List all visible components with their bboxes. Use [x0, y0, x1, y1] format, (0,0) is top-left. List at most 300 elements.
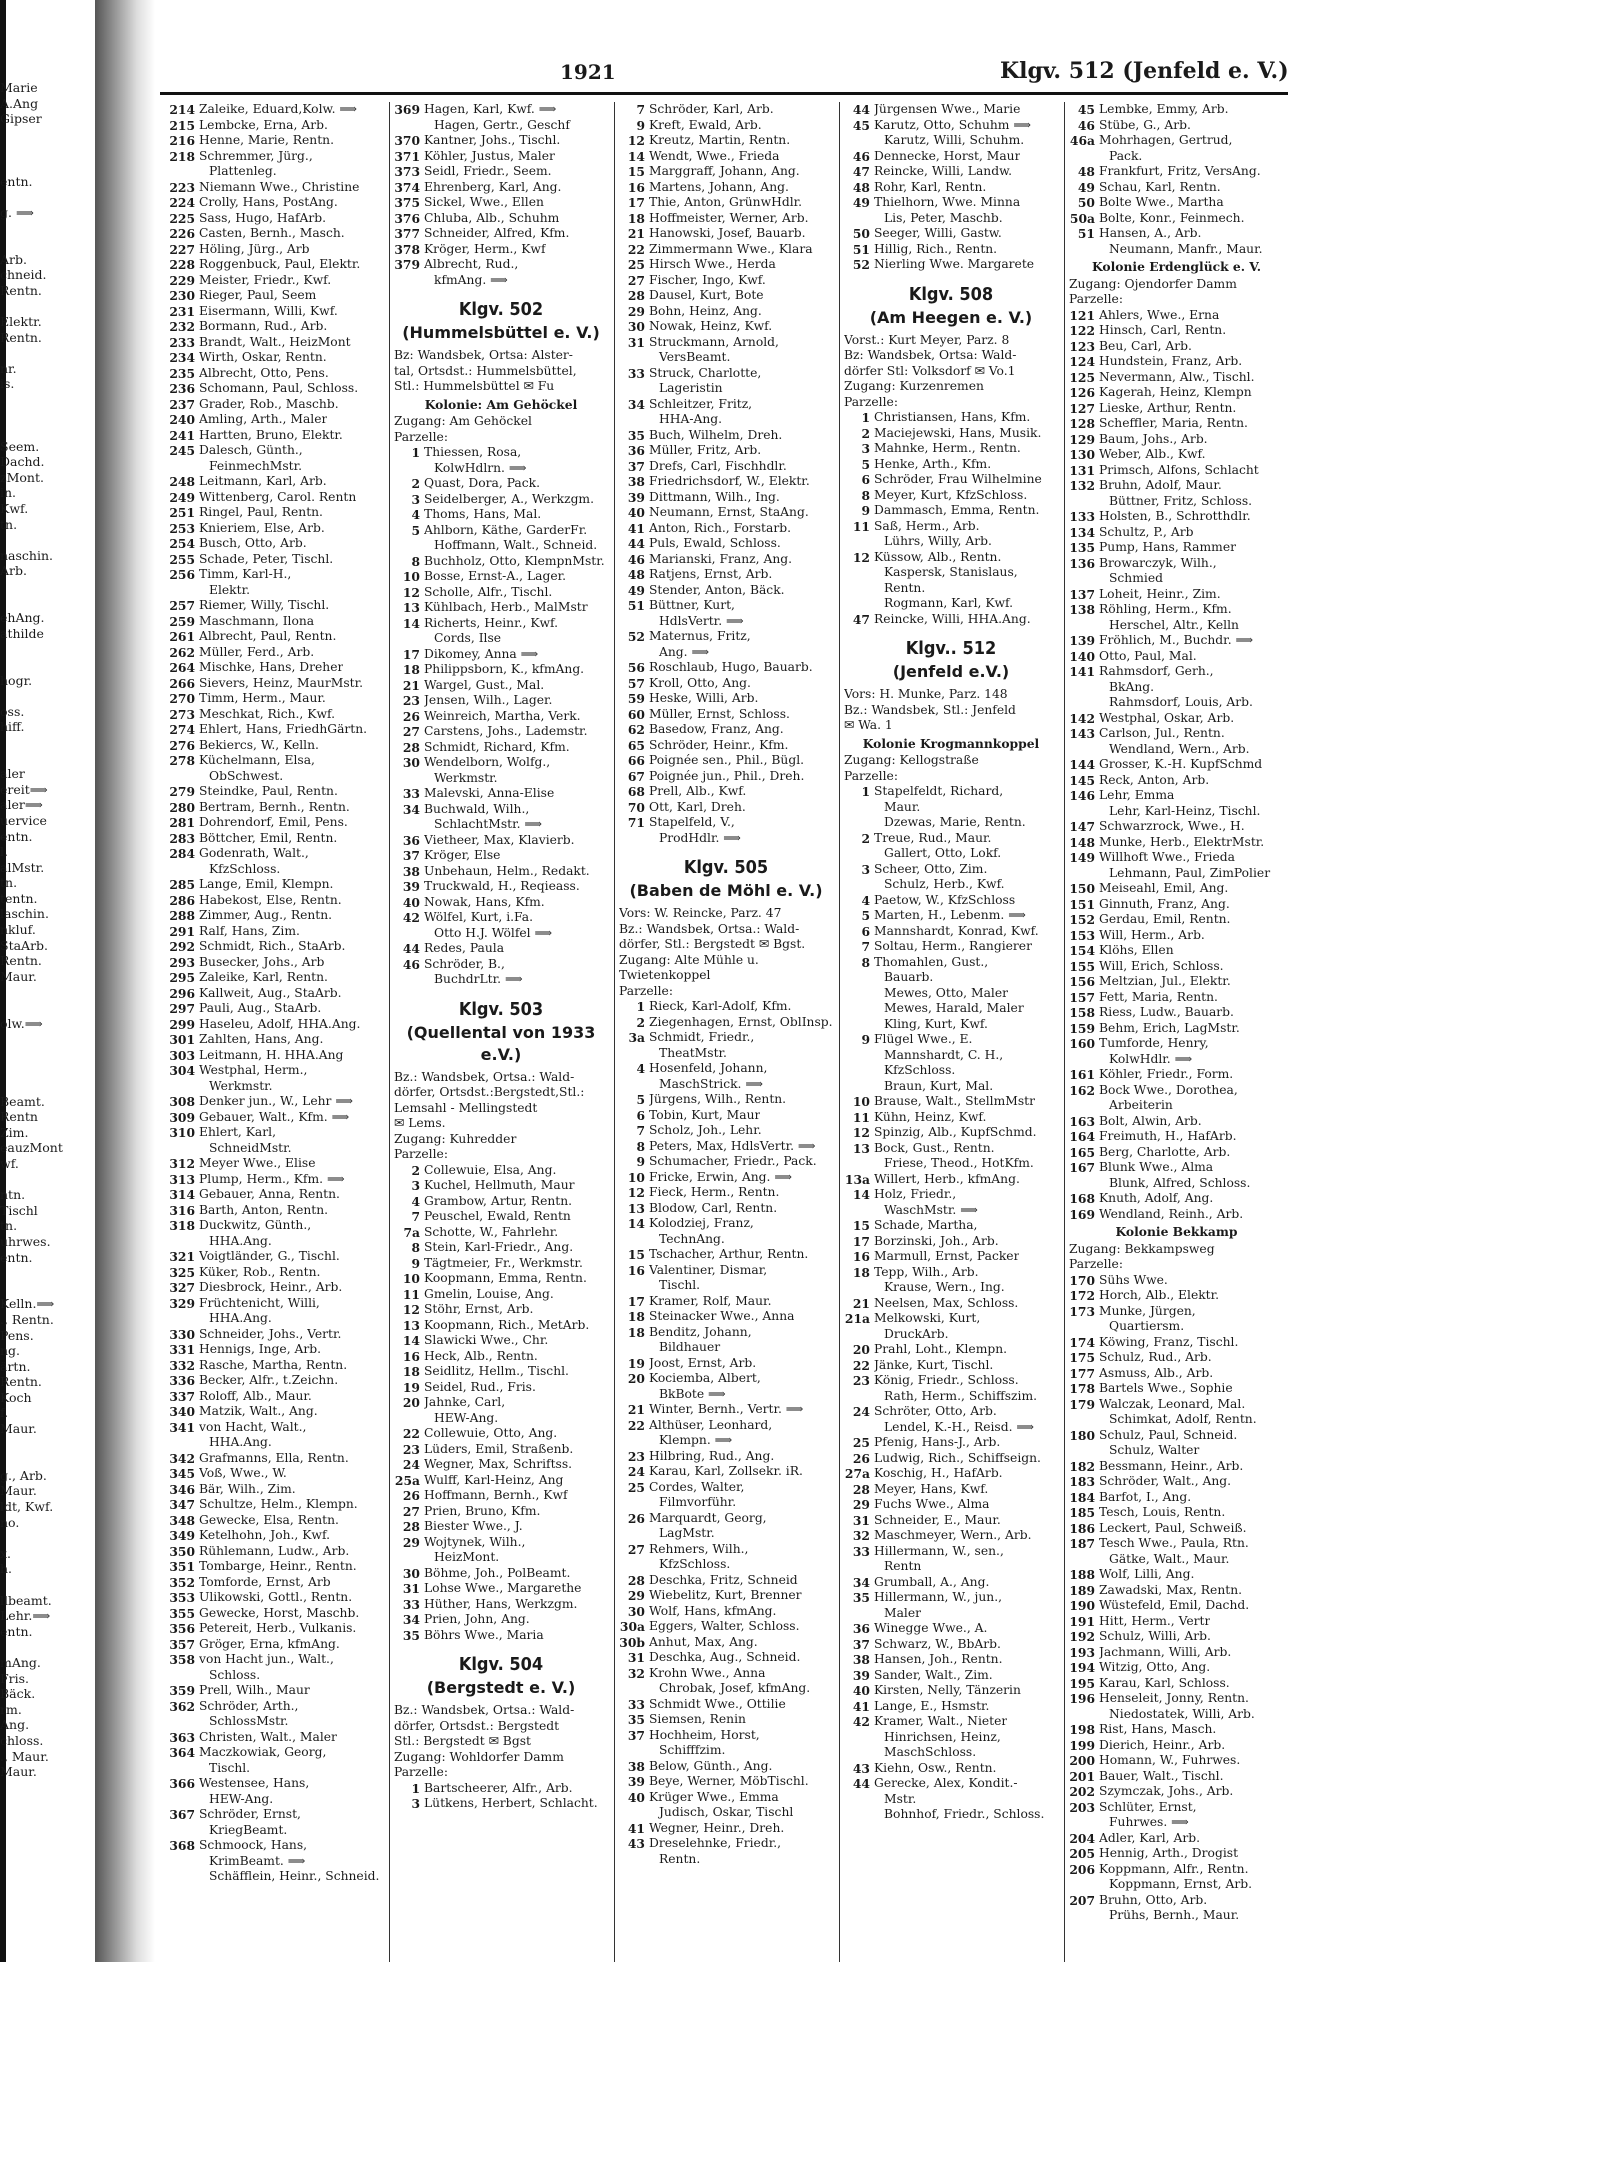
parcel-number: 50 [1077, 195, 1095, 210]
entry-row [394, 180, 608, 196]
entry-row [619, 1635, 833, 1651]
parcel-number: 43 [627, 1836, 645, 1851]
entry-row [844, 1249, 1058, 1265]
entry-text: Nowak, Heinz, Kwf. [649, 319, 773, 333]
parcel-number: 366 [169, 1776, 195, 1791]
entry-row [1069, 354, 1284, 370]
entry-text: Soltau, Herm., Rangierer [874, 939, 1032, 953]
entry-row [169, 1187, 383, 1203]
parcel-number: 358 [169, 1652, 195, 1667]
parcel-number: 143 [1069, 726, 1095, 741]
parcel-number: 170 [1069, 1272, 1095, 1288]
parcel-number: 20 [402, 1395, 420, 1410]
entry-text: Stübe, G., Arb. [1099, 117, 1191, 132]
entry-row [169, 691, 383, 707]
entry-text: Hillig, Rich., Rentn. [874, 241, 998, 256]
entry-row [619, 428, 833, 444]
left-fragment-line: ärtn. [0, 1358, 31, 1374]
left-fragment-line: mAng. [0, 1654, 41, 1670]
parcel-number: 8 [411, 553, 420, 569]
entry-row [844, 1590, 1058, 1606]
entry-text: Amling, Arth., Maler [199, 412, 328, 426]
entry-text: Hitt, Herm., Vertr [1099, 1613, 1211, 1628]
parcel-number: 39 [627, 489, 645, 505]
parcel-number: 233 [169, 334, 195, 350]
parcel-number: 11 [852, 518, 870, 534]
entry-row [394, 1597, 608, 1613]
left-fragment-line: hogr. [0, 672, 33, 688]
entry-continuation: Chrobak, Josef, kfmAng. [659, 1681, 811, 1695]
parcel-number: 1 [411, 445, 420, 460]
entry-continuation: Otto H.J. Wölfel ⟹ [434, 925, 553, 940]
parcel-number: 148 [1069, 834, 1095, 850]
entry-continuation: Ang. ⟹ [659, 644, 710, 659]
entry-text: Kallweit, Aug., StaArb. [199, 985, 342, 1000]
entry-row [619, 1697, 833, 1713]
parcel-number: 22 [627, 1417, 645, 1433]
entry-continuation: Bohnhof, Friedr., Schloss. [884, 1807, 1045, 1821]
parcel-number: 38 [627, 474, 645, 489]
entry-row [844, 924, 1058, 940]
left-fragment-line: uervice [0, 812, 47, 828]
parcel-number: 231 [169, 303, 195, 319]
entry-text: Schulz, Rud., Arb. [1099, 1350, 1212, 1364]
parcel-number: 321 [169, 1249, 195, 1264]
entry-text: Fett, Maria, Rentn. [1099, 989, 1218, 1004]
parcel-number: 7 [861, 939, 870, 954]
entry-row [619, 1728, 833, 1744]
entry-text: Gröger, Erna, kfmAng. [199, 1636, 340, 1651]
entry-text: Reincke, Willi, Landw. [874, 164, 1013, 178]
parcel-number: 178 [1069, 1381, 1095, 1396]
entry-row [844, 784, 1058, 800]
club-info-line: Parzelle: [844, 768, 898, 783]
entry-row [844, 426, 1058, 442]
parcel-number: 35 [627, 1712, 645, 1727]
entry-row [169, 1389, 383, 1405]
parcel-number: 224 [169, 195, 195, 210]
entry-row [394, 585, 608, 601]
parcel-number: 123 [1069, 338, 1095, 354]
entry-row [1069, 788, 1284, 804]
parcel-number: 20 [627, 1371, 645, 1386]
entry-text: Wegner, Max, Schriftss. [424, 1457, 573, 1471]
entry-row [844, 1311, 1058, 1327]
entry-text: Gewecke, Elsa, Rentn. [199, 1512, 339, 1527]
entry-row [394, 740, 608, 756]
entry-row [394, 1566, 608, 1582]
entry-row [394, 149, 608, 165]
parcel-number: 332 [169, 1357, 195, 1373]
entry-continuation: Plattenleg. [209, 164, 277, 178]
left-fragment-line: nr. [0, 360, 17, 376]
entry-row [394, 1380, 608, 1396]
entry-text: Maschmann, Ilona [199, 613, 315, 628]
club-info-line: Vors: H. Munke, Parz. 148 [844, 687, 1008, 701]
entry-text: Treue, Rud., Maur. [874, 830, 992, 845]
entry-text: Maczkowiak, Georg, [199, 1745, 327, 1759]
left-fragment-line: Ang. [0, 1717, 30, 1733]
left-fragment-line [0, 595, 95, 611]
entry-row [619, 1650, 833, 1666]
parcel-number: 14 [852, 1187, 870, 1202]
left-fragment-line [0, 1031, 95, 1047]
club-info-line: Stl.: Bergstedt ✉ Bgst [394, 1734, 531, 1748]
entry-text: Müller, Ferd., Arb. [199, 644, 315, 659]
entry-row [1069, 1145, 1284, 1161]
entry-text: Roschlaub, Hugo, Bauarb. [649, 660, 813, 674]
entry-row [394, 195, 608, 211]
parcel-number: 48 [627, 567, 645, 582]
parcel-number: 10 [852, 1094, 870, 1109]
entry-row [1069, 1304, 1284, 1320]
left-fragment-line: nkluf. [0, 922, 36, 938]
entry-row [619, 598, 833, 614]
parcel-number: 274 [169, 722, 195, 737]
parcel-number: 51 [1077, 226, 1095, 241]
parcel-number: 5 [636, 1092, 645, 1107]
entry-row [1069, 928, 1284, 944]
entry-text: Dalesch, Günth., [199, 443, 303, 457]
entry-row [1069, 463, 1284, 479]
entry-row [1069, 1005, 1284, 1021]
entry-text: Sander, Walt., Zim. [874, 1667, 993, 1682]
entry-text: Hennigs, Inge, Arb. [199, 1342, 322, 1356]
entry-text: Ralf, Hans, Zim. [199, 923, 300, 938]
parcel-number: 29 [627, 1588, 645, 1603]
entry-text: Ehrenberg, Karl, Ang. [424, 179, 562, 194]
entry-row [1069, 1722, 1284, 1738]
left-fragment-line [0, 127, 95, 143]
entry-text: Meyer, Hans, Kwf. [874, 1481, 989, 1496]
entry-text: Willert, Herb., kfmAng. [874, 1171, 1020, 1186]
club-heading: Klgv.. 512 [905, 638, 997, 659]
parcel-number: 159 [1069, 1020, 1095, 1036]
parcel-number: 127 [1069, 400, 1095, 416]
entry-row [619, 1030, 833, 1046]
parcel-number: 150 [1069, 881, 1095, 896]
entry-text: Valentiner, Dismar, [649, 1262, 768, 1277]
left-fragment-line: l. [0, 844, 8, 860]
entry-row [844, 441, 1058, 457]
entry-continuation: kfmAng. ⟹ [434, 272, 508, 287]
entry-text: Seidel, Rud., Fris. [424, 1379, 536, 1394]
entry-text: Köhler, Justus, Maler [424, 148, 555, 163]
entry-continuation: Schulz, Herb., Kwf. [884, 877, 1005, 891]
entry-continuation: BkAng. [1109, 679, 1155, 694]
parcel-number: 280 [169, 799, 195, 815]
entry-row [619, 1371, 833, 1387]
parcel-number: 4 [411, 1193, 420, 1209]
left-fragment-line: Maur. [0, 1764, 37, 1780]
entry-row [1069, 118, 1284, 134]
entry-text: Krüger Wwe., Emma [649, 1789, 779, 1804]
entry-row [619, 1542, 833, 1558]
parcel-number: 122 [1069, 323, 1095, 338]
entry-text: Knieriem, Else, Arb. [199, 520, 325, 535]
entry-row [619, 459, 833, 475]
entry-continuation: KolwHdlr. ⟹ [1109, 1051, 1193, 1066]
entry-row [619, 1821, 833, 1837]
parcel-number: 278 [169, 753, 195, 768]
entry-text: Barth, Anton, Rentn. [199, 1202, 329, 1217]
parcel-number: 30 [627, 319, 645, 334]
parcel-number: 373 [394, 164, 420, 179]
entry-text: Schneider, Alfred, Kfm. [424, 226, 570, 240]
entry-text: Winegge Wwe., A. [874, 1621, 988, 1635]
left-fragment-line: ereit⟹ [0, 781, 48, 797]
parcel-number: 254 [169, 536, 195, 551]
entry-continuation: Hagen, Gertr., Geschf [434, 117, 570, 132]
entry-text: Lieske, Arthur, Rentn. [1099, 400, 1237, 415]
parcel-number: 357 [169, 1636, 195, 1652]
entry-text: Thiessen, Rosa, [424, 445, 522, 459]
parcel-number: 49 [1077, 179, 1095, 195]
parcel-number: 21 [627, 1402, 645, 1417]
entry-text: Marquardt, Georg, [649, 1510, 767, 1525]
entry-text: Fricke, Erwin, Ang. ⟹ [649, 1169, 792, 1184]
entry-row [394, 211, 608, 227]
entry-text: Dammasch, Emma, Rentn. [874, 503, 1040, 517]
entry-row [1069, 1083, 1284, 1099]
parcel-number: 18 [852, 1264, 870, 1280]
entry-text: Otto, Paul, Mal. [1099, 648, 1197, 663]
entry-text: Fieck, Herm., Rentn. [649, 1185, 780, 1199]
entry-row [1069, 308, 1284, 324]
entry-text: Frankfurt, Fritz, VersAng. [1099, 164, 1261, 178]
parcel-number: 155 [1069, 958, 1095, 974]
entry-row [1069, 850, 1284, 866]
left-fragment-line [0, 345, 95, 361]
entry-text: Westphal, Herm., [199, 1063, 308, 1077]
parcel-number: 17 [852, 1233, 870, 1249]
entry-text: Grambow, Artur, Rentn. [424, 1193, 573, 1208]
club-info-line: Zugang: Am Gehöckel [394, 414, 532, 428]
entry-row [1069, 1660, 1284, 1676]
entry-text: Steindke, Paul, Rentn. [199, 784, 338, 798]
parcel-number: 309 [169, 1109, 195, 1125]
left-fragment-line [0, 641, 95, 657]
parcel-number: 60 [627, 706, 645, 722]
entry-row [619, 1309, 833, 1325]
entry-row [844, 118, 1058, 134]
parcel-number: 329 [169, 1295, 195, 1311]
entry-row [1069, 556, 1284, 572]
entry-row [1069, 1191, 1284, 1207]
entry-text: Fröhlich, M., Buchdr. ⟹ [1099, 633, 1254, 647]
entry-text: Karau, Karl, Zollsekr. iR. [649, 1464, 803, 1478]
entry-row [619, 1139, 833, 1155]
parcel-number: 8 [411, 1240, 420, 1255]
entry-row [169, 753, 383, 769]
entry-row [844, 1265, 1058, 1281]
entry-continuation: KriegBeamt. [209, 1822, 288, 1837]
parcel-number: 9 [636, 117, 645, 133]
entry-row [1069, 726, 1284, 742]
column-2 [390, 102, 615, 1962]
parcel-number: 214 [169, 102, 195, 117]
parcel-number: 16 [852, 1249, 870, 1264]
entry-row [169, 1172, 383, 1188]
entry-text: Meiseahl, Emil, Ang. [1099, 881, 1229, 895]
entry-continuation: Karutz, Willi, Schuhm. [884, 133, 1025, 147]
entry-row [169, 1652, 383, 1668]
entry-row [1069, 1567, 1284, 1583]
entry-row [619, 769, 833, 785]
entry-text: Althüser, Leonhard, [649, 1417, 773, 1432]
left-fragment-line: g. ⟹ [0, 204, 34, 220]
colony-heading: Kolonie: Am Gehöckel [424, 396, 578, 412]
entry-row [169, 1559, 383, 1575]
entry-text: Bartels Wwe., Sophie [1099, 1381, 1233, 1395]
entry-row [169, 1683, 383, 1699]
entry-text: Cordes, Walter, [649, 1479, 745, 1494]
entry-text: Dreselehnke, Friedr., [649, 1836, 782, 1850]
entry-text: Zaleike, Karl, Rentn. [199, 970, 328, 984]
parcel-number: 25 [627, 257, 645, 272]
parcel-number: 12 [852, 549, 870, 565]
entry-row [619, 583, 833, 599]
entry-row [619, 490, 833, 506]
entry-row [619, 536, 833, 552]
club-info-line: Parzelle: [394, 1147, 448, 1161]
entry-row [1069, 1381, 1284, 1397]
entry-row [844, 457, 1058, 473]
entry-row [619, 242, 833, 258]
entry-text: König, Friedr., Schloss. [874, 1373, 1019, 1387]
left-fragment-line: Tischl [0, 1202, 38, 1218]
left-fragment-line [0, 158, 95, 174]
left-fragment-line [0, 1437, 95, 1453]
parcel-number: 163 [1069, 1113, 1095, 1129]
parcel-number: 138 [1069, 602, 1095, 617]
entry-row [619, 257, 833, 273]
left-fragment-line: f. [0, 1405, 9, 1421]
entry-text: Dittmann, Wilh., Ing. [649, 489, 780, 504]
left-fragment-line [0, 423, 95, 439]
parcel-number: 133 [1069, 509, 1095, 524]
entry-text: Stapelfeldt, Richard, [874, 784, 1004, 798]
left-fragment-line: Beamt. [0, 1093, 45, 1109]
entry-row [844, 1513, 1058, 1529]
entry-row [1069, 1521, 1284, 1537]
entry-row [1069, 1536, 1284, 1552]
entry-row [1069, 1583, 1284, 1599]
club-info-line: dörfer Stl: Volksdorf ✉ Vo.1 [844, 363, 1016, 378]
entry-text: Busecker, Johs., Arb [199, 954, 325, 969]
entry-row [169, 474, 383, 490]
entry-row [394, 1457, 608, 1473]
parcel-number: 144 [1069, 757, 1095, 772]
entry-row [1069, 1598, 1284, 1614]
entry-text: Gebauer, Anna, Rentn. [199, 1187, 340, 1201]
entry-text: Mischke, Hans, Dreher [199, 660, 344, 674]
entry-continuation: HHA.Ang. [209, 1311, 272, 1325]
entry-text: Prahl, Loht., Klempn. [874, 1342, 1008, 1356]
entry-row [169, 924, 383, 940]
parcel-number: 22 [627, 241, 645, 257]
entry-text: Bock, Gust., Rentn. [874, 1140, 995, 1155]
parcel-number: 185 [1069, 1505, 1095, 1520]
entry-text: Willhoft Wwe., Frieda [1099, 850, 1235, 864]
entry-text: Neelsen, Max, Schloss. [874, 1295, 1019, 1310]
left-fragment-line [0, 1530, 95, 1546]
parcel-number: 47 [852, 611, 870, 627]
entry-row [844, 908, 1058, 924]
entry-row [394, 662, 608, 678]
entry-text: Ahlers, Wwe., Erna [1099, 307, 1220, 322]
club-info-line: dörfer, Ortsdst.:Bergstedt,Stl.: [394, 1085, 585, 1099]
parcel-number: 370 [394, 133, 420, 148]
entry-continuation: Wendland, Wern., Arb. [1109, 741, 1250, 756]
entry-row [169, 149, 383, 165]
entry-text: Ott, Karl, Dreh. [649, 799, 746, 814]
entry-row [844, 1528, 1058, 1544]
entry-row [169, 1404, 383, 1420]
entry-row [169, 350, 383, 366]
parcel-number: 33 [852, 1543, 870, 1559]
entry-text: Drefs, Carl, Fischhdlr. [649, 458, 787, 473]
parcel-number: 192 [1069, 1629, 1095, 1644]
entry-row [844, 164, 1058, 180]
left-fragment-line [0, 751, 95, 767]
entry-row [169, 877, 383, 893]
club-info-line: Zugang: Alte Mühle u. [619, 952, 759, 967]
entry-row [844, 1497, 1058, 1513]
entry-text: Klöhs, Ellen [1099, 943, 1174, 957]
entry-row [844, 472, 1058, 488]
entry-continuation: Lehr, Karl-Heinz, Tischl. [1109, 803, 1261, 818]
entry-text: Tobin, Kurt, Maur [649, 1107, 761, 1122]
parcel-number: 130 [1069, 447, 1095, 462]
entry-text: Sievers, Heinz, MaurMstr. [199, 675, 364, 690]
parcel-number: 12 [402, 1302, 420, 1317]
club-name: (Hummelsbüttel e. V.) [402, 323, 600, 342]
entry-row [394, 1333, 608, 1349]
parcel-number: 199 [1069, 1737, 1095, 1753]
parcel-number: 46 [852, 148, 870, 164]
entry-continuation: KfzSchloss. [884, 1063, 956, 1077]
entry-row [619, 1015, 833, 1031]
entry-row [844, 1141, 1058, 1157]
parcel-number: 10 [627, 1169, 645, 1185]
entry-row [1069, 959, 1284, 975]
entry-text: Riemer, Willy, Tischl. [199, 598, 330, 612]
entry-text: Eisermann, Willi, Kwf. [199, 303, 338, 318]
parcel-number: 297 [169, 1001, 195, 1016]
entry-row [394, 133, 608, 149]
entry-row [1069, 990, 1284, 1006]
entry-continuation: Cords, Ilse [434, 631, 502, 645]
entry-row [169, 1745, 383, 1761]
entry-row [619, 133, 833, 149]
entry-continuation: Mstr. [884, 1791, 917, 1806]
parcel-number: 52 [852, 257, 870, 272]
parcel-number: 262 [169, 644, 195, 660]
entry-row [1069, 1288, 1284, 1304]
parcel-number: 12 [852, 1125, 870, 1140]
parcel-number: 341 [169, 1419, 195, 1435]
parcel-number: 249 [169, 489, 195, 505]
parcel-number: 7 [636, 1123, 645, 1138]
parcel-number: 153 [1069, 927, 1095, 943]
entry-text: Schomann, Paul, Schloss. [199, 381, 359, 395]
club-info-line: Vorst.: Kurt Meyer, Parz. 8 [844, 332, 1010, 347]
entry-text: Sühs Wwe. [1099, 1272, 1168, 1287]
entry-row [169, 614, 383, 630]
entry-text: Köwing, Franz, Tischl. [1099, 1334, 1239, 1349]
entry-continuation: Braun, Kurt, Mal. [884, 1078, 994, 1093]
